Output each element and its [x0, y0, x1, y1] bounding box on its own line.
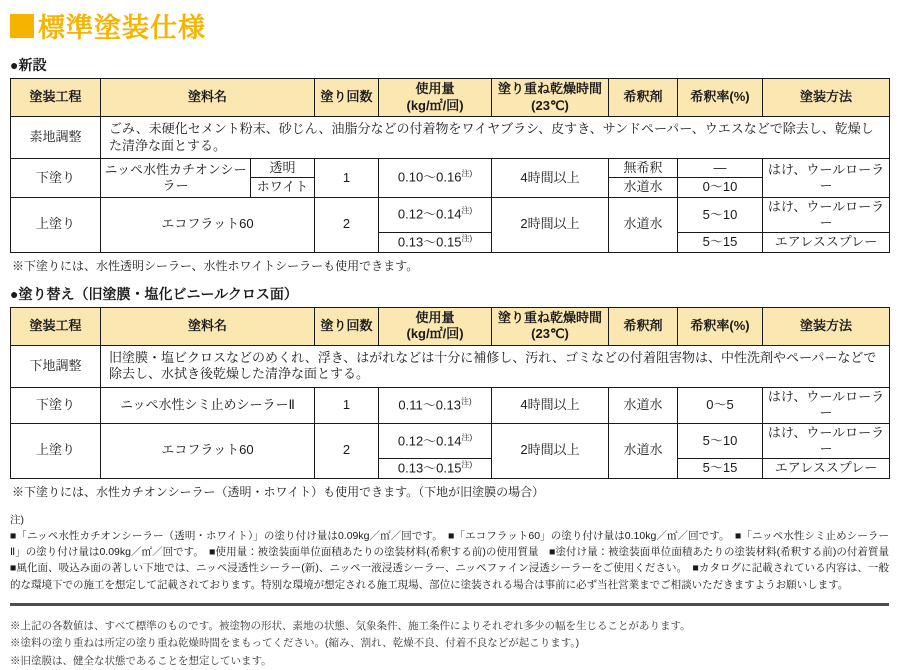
title-square-icon	[10, 14, 34, 38]
col-usage-line2: (kg/㎡/回)	[406, 326, 464, 342]
section-divider	[10, 603, 889, 606]
cell-method: はけ、ウールローラー	[763, 197, 890, 233]
col-usage-line2: (kg/㎡/回)	[406, 97, 464, 113]
cell-usage	[379, 197, 492, 233]
cell-prep-description: ごみ、未硬化セメント粉末、砂じん、油脂分などの付着物をワイヤブラシ、皮すき、サンドペーパー、ウエスなどで除去し、乾燥した清浄な面とする。	[101, 117, 890, 159]
col-rate: 希釈率(%)	[678, 307, 763, 345]
usage-note-ref: 注)	[461, 234, 473, 243]
cell-paint-name: ニッペ水性カチオンシーラー	[101, 159, 251, 198]
cell-process: 上塗り	[11, 423, 101, 478]
bottom-note-line: ※塗料の塗り重ねは所定の塗り重ね乾燥時間をまもってください。(縮み、割れ、乾燥不良、付着不良などが起こります。)	[10, 637, 580, 650]
cell-usage	[379, 159, 492, 198]
usage-note-ref: 注)	[461, 432, 473, 442]
table-row	[11, 345, 890, 387]
cell-method: エアレススプレー	[763, 233, 890, 253]
notes-body: ■「ニッペ水性カチオンシーラー（透明・ホワイト）」の塗り付け量は0.09kg／㎡／回です。 ■「エコフラット60」の塗り付け量は0.10kg／㎡／回です。 ■「ニッペ水性シミ止めシーラーⅡ」の塗り付け量は0.09kg／㎡／回です。 ■使用量：被塗装面単位面積あたりの塗装材料(希釈する前)の使用質量 ■塗付け量：被塗装面単位面積あたりの塗装材料(希釈する前)の付着質量 ■風化面、吸込み面の著しい下地では、ニッペ浸透性シーラー(新)、ニッペ一液浸透シーラー、ニッペファイン浸透シーラーをご使用ください。 ■カタログに記載されている内容は、一般的な環境下での施工を想定して記載されております。特別な環境が想定される施工現場、部位に塗装される場合は事前に必ず当社営業までご相談いただきますようお願いします。	[10, 529, 899, 591]
table-new-installation	[10, 78, 890, 253]
col-coats: 塗り回数	[315, 307, 379, 345]
col-diluent: 希釈剤	[609, 79, 678, 117]
table-row	[11, 423, 890, 459]
cell-paint-name: ニッペ水性シミ止めシーラーⅡ	[101, 387, 315, 423]
table-repaint	[10, 307, 890, 479]
cell-process: 素地調整	[11, 117, 101, 159]
cell-paint-variant: 透明	[251, 159, 315, 178]
cell-rate: 5～15	[678, 233, 763, 253]
col-drying-line1: 塗り重ね乾燥時間	[498, 81, 603, 97]
col-usage	[379, 307, 492, 345]
cell-usage	[379, 459, 492, 479]
usage-note-ref: 注)	[461, 206, 473, 216]
bottom-note-line: ※旧塗膜は、健全な状態であることを想定しています。	[10, 654, 272, 667]
cell-method: はけ、ウールローラー	[763, 387, 890, 423]
cell-diluent: 水道水	[609, 178, 678, 197]
cell-process: 上塗り	[11, 197, 101, 252]
page-title-row	[10, 6, 889, 45]
col-drying-line2: (23℃)	[531, 326, 569, 342]
cell-diluent: 水道水	[609, 197, 678, 252]
table-row	[11, 197, 890, 233]
col-process: 塗装工程	[11, 79, 101, 117]
cell-rate: 5～10	[678, 197, 763, 233]
cell-diluent: 水道水	[609, 387, 678, 423]
col-diluent: 希釈剤	[609, 307, 678, 345]
notes-block	[10, 512, 899, 593]
cell-rate: 5～10	[678, 423, 763, 459]
cell-rate: 0～5	[678, 387, 763, 423]
usage-value: 0.12～0.14	[397, 206, 462, 222]
cell-rate: 5～15	[678, 459, 763, 479]
cell-usage	[379, 423, 492, 459]
cell-usage	[379, 233, 492, 253]
cell-drying: 2時間以上	[492, 423, 609, 478]
cell-coats: 1	[315, 159, 379, 198]
col-usage-line1: 使用量	[415, 309, 455, 325]
cell-process: 下地調整	[11, 345, 101, 387]
cell-paint-name: エコフラット60	[101, 423, 315, 478]
section1-label: ●新設	[10, 57, 47, 73]
col-paint: 塗料名	[101, 79, 315, 117]
col-coats: 塗り回数	[315, 79, 379, 117]
usage-value: 0.13～0.15	[397, 460, 462, 476]
table1-header	[11, 79, 890, 117]
col-usage-line1: 使用量	[415, 81, 455, 97]
cell-method: はけ、ウールローラー	[763, 159, 890, 198]
table2-header	[11, 307, 890, 345]
cell-coats: 2	[315, 197, 379, 252]
usage-value: 0.11～0.13	[398, 397, 461, 413]
col-method: 塗装方法	[763, 307, 890, 345]
col-drying	[492, 79, 609, 117]
cell-drying: 2時間以上	[492, 197, 609, 252]
usage-value: 0.10～0.16	[397, 169, 462, 185]
usage-value: 0.12～0.14	[397, 432, 462, 448]
col-usage	[379, 79, 492, 117]
usage-note-ref: 注)	[461, 396, 472, 406]
notes-label: 注)	[10, 513, 24, 526]
usage-value: 0.13～0.15	[397, 234, 462, 250]
cell-rate: 0～10	[678, 178, 763, 197]
cell-paint-name: エコフラット60	[101, 197, 315, 252]
usage-note-ref: 注)	[461, 169, 473, 179]
cell-prep-description: 旧塗膜・塩ビクロスなどのめくれ、浮き、はがれなどは十分に補修し、汚れ、ゴミなどの付着阻害物は、中性洗剤やペーパーなどで除去し、水拭き後乾燥した清浄な面とする。	[101, 345, 890, 387]
col-method: 塗装方法	[763, 79, 890, 117]
cell-coats: 1	[315, 387, 379, 423]
cell-paint-variant: ホワイト	[251, 178, 315, 197]
cell-method: エアレススプレー	[763, 459, 890, 479]
cell-diluent: 水道水	[609, 423, 678, 478]
bottom-notes	[10, 618, 889, 670]
col-drying	[492, 307, 609, 345]
section2-label: ●塗り替え（旧塗膜・塩化ビニールクロス面）	[10, 285, 298, 302]
table2-footnote: ※下塗りには、水性カチオンシーラー（透明・ホワイト）も使用できます。（下地が旧塗膜の場合）	[12, 484, 545, 499]
usage-note-ref: 注)	[461, 460, 473, 470]
table-row	[11, 159, 890, 178]
page-title: 標準塗装仕様	[38, 13, 206, 43]
table-row	[11, 387, 890, 423]
cell-diluent: 無希釈	[609, 159, 678, 178]
col-paint: 塗料名	[101, 307, 315, 345]
col-process: 塗装工程	[11, 307, 101, 345]
cell-method: はけ、ウールローラー	[763, 423, 890, 459]
col-rate: 希釈率(%)	[678, 79, 763, 117]
cell-rate: —	[678, 159, 763, 178]
cell-drying: 4時間以上	[492, 387, 609, 423]
cell-process: 下塗り	[11, 387, 101, 423]
cell-usage	[379, 387, 492, 423]
cell-drying: 4時間以上	[492, 159, 609, 198]
cell-process: 下塗り	[11, 159, 101, 198]
cell-coats: 2	[315, 423, 379, 478]
col-drying-line2: (23℃)	[531, 97, 569, 113]
table1-footnote: ※下塗りには、水性透明シーラー、水性ホワイトシーラーも使用できます。	[12, 258, 419, 273]
bottom-note-line: ※上記の各数値は、すべて標準のものです。被塗物の形状、素地の状態、気象条件、施工条件によりそれぞれ多少の幅を生じることがあります。	[10, 619, 691, 632]
table-row	[11, 117, 890, 159]
col-drying-line1: 塗り重ね乾燥時間	[498, 309, 603, 325]
